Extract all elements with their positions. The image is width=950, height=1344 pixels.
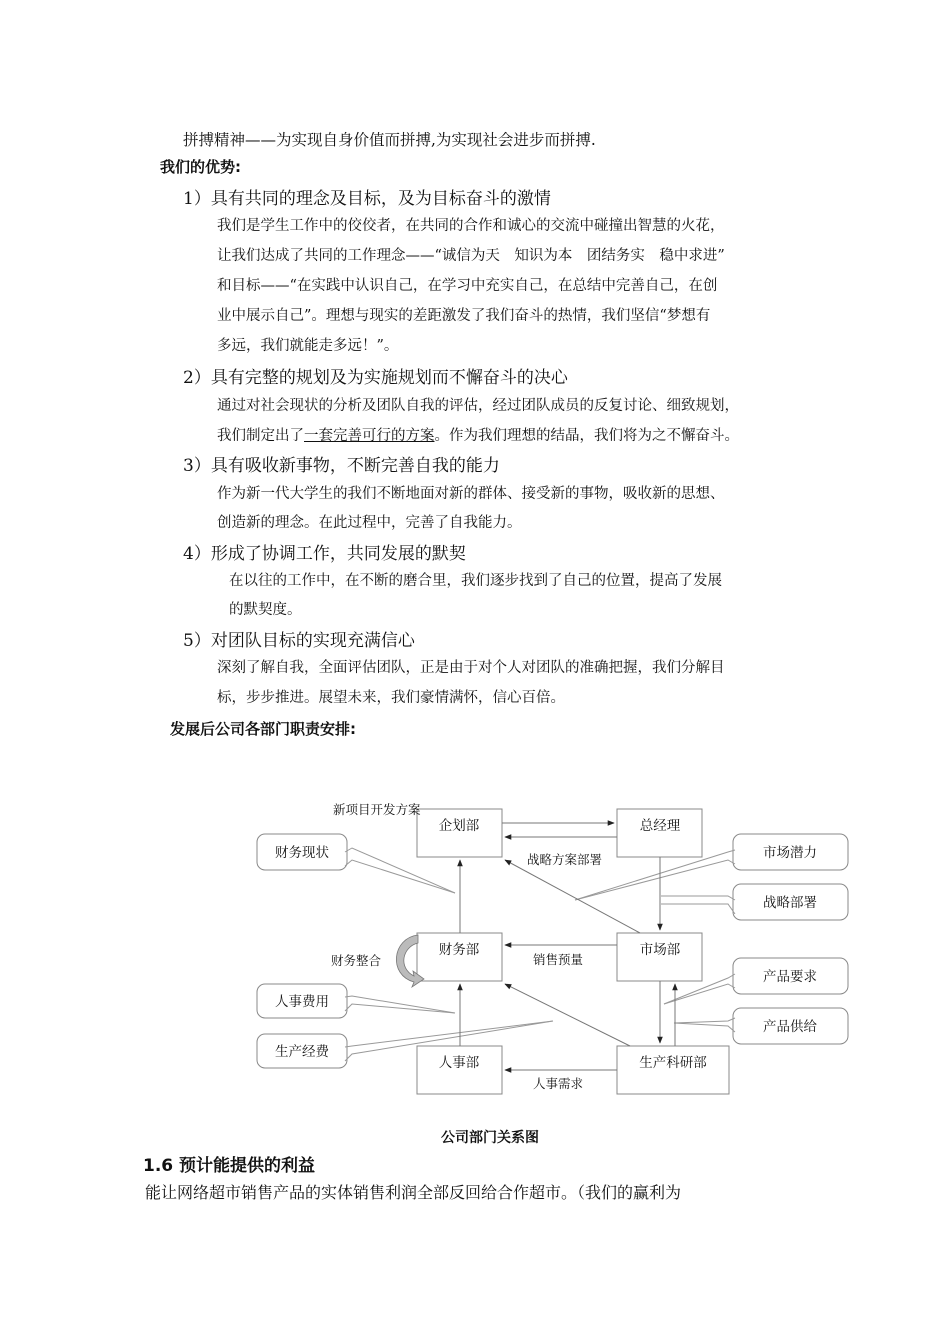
label-hr: 人事部 — [438, 1055, 480, 1071]
item-3-line-1: 作为新一代大学生的我们不断地面对新的群体、接受新的事物，吸收新的思想、 — [217, 486, 725, 502]
dept-title: 发展后公司各部门职责安排: — [170, 720, 356, 738]
callout-finance-status-text: 财务现状 — [275, 845, 329, 861]
label-sales-budget: 销售预量 — [533, 952, 584, 967]
label-strategy-plan: 战略方案部署 — [527, 852, 603, 867]
label-production: 生产科研部 — [639, 1055, 707, 1071]
last-line: 能让网络超市销售产品的实体销售利润全部反回给合作超市。（我们的赢利为 — [145, 1183, 682, 1202]
plan-link: 一套完善可行的方案 — [304, 428, 435, 444]
label-market: 市场部 — [639, 942, 681, 958]
item-5-line-1: 深刻了解自我，全面评估团队，正是由于对个人对团队的准确把握，我们分解目 — [217, 660, 725, 676]
label-finance: 财务部 — [438, 942, 480, 958]
item-4-line-1: 在以往的工作中，在不断的磨合里，我们逐步找到了自己的位置，提高了发展 — [229, 573, 722, 589]
callout-market-potential-text: 市场潜力 — [763, 845, 817, 861]
item-2-line-2-post: 。作为我们理想的结晶，我们将为之不懈奋斗。 — [434, 428, 739, 444]
callout-strategy-deploy-text: 战略部署 — [763, 895, 817, 911]
item-2-head: 2）具有完整的规划及为实施规划而不懈奋斗的决心 — [183, 368, 568, 388]
item-4-head: 4）形成了协调工作，共同发展的默契 — [183, 544, 466, 564]
advantages-title: 我们的优势: — [160, 158, 241, 176]
callout-product-supply-text: 产品供给 — [763, 1019, 817, 1035]
callout-hr-cost-text: 人事费用 — [275, 994, 329, 1010]
label-planning: 企划部 — [438, 818, 480, 834]
item-2-line-2-pre: 我们制定出了 — [217, 428, 304, 444]
label-new-project: 新项目开发方案 — [333, 802, 421, 817]
item-1-head: 1）具有共同的理念及目标，及为目标奋斗的激情 — [183, 189, 551, 209]
label-finance-integration: 财务整合 — [331, 953, 382, 968]
item-5-head: 5）对团队目标的实现充满信心 — [183, 631, 415, 651]
item-1-line-2: 让我们达成了共同的工作理念——“诚信为天 知识为本 团结务实 稳中求进” — [217, 248, 725, 264]
item-1-line-3: 和目标——“在实践中认识自己，在学习中充实自己，在总结中完善自己，在创 — [217, 278, 718, 294]
item-1-line-5: 多远，我们就能走多远！”。 — [217, 338, 399, 354]
spirit-line: 拼搏精神——为实现自身价值而拼搏,为实现社会进步而拼搏. — [183, 131, 596, 149]
item-1-line-4: 业中展示自己”。理想与现实的差距激发了我们奋斗的热情，我们坚信“梦想有 — [217, 308, 711, 324]
item-1-line-1: 我们是学生工作中的佼佼者，在共同的合作和诚心的交流中碰撞出智慧的火花， — [217, 218, 725, 234]
label-hr-demand: 人事需求 — [533, 1076, 584, 1091]
item-5-line-2: 标，步步推进。展望未来，我们豪情满怀，信心百倍。 — [217, 690, 565, 706]
callout-product-req-text: 产品要求 — [763, 969, 817, 985]
item-3-head: 3）具有吸收新事物，不断完善自我的能力 — [183, 456, 500, 476]
item-2-line-1: 通过对社会现状的分析及团队自我的评估，经过团队成员的反复讨论、细致规划， — [217, 398, 739, 414]
label-gm: 总经理 — [639, 818, 681, 834]
section-title: 1.6 预计能提供的利益 — [143, 1156, 316, 1176]
diagram-caption: 公司部门关系图 — [441, 1130, 539, 1146]
item-3-line-2: 创造新的理念。在此过程中，完善了自我能力。 — [217, 515, 522, 531]
item-4-line-2: 的默契度。 — [229, 602, 302, 618]
callout-production-cost-text: 生产经费 — [275, 1044, 329, 1060]
